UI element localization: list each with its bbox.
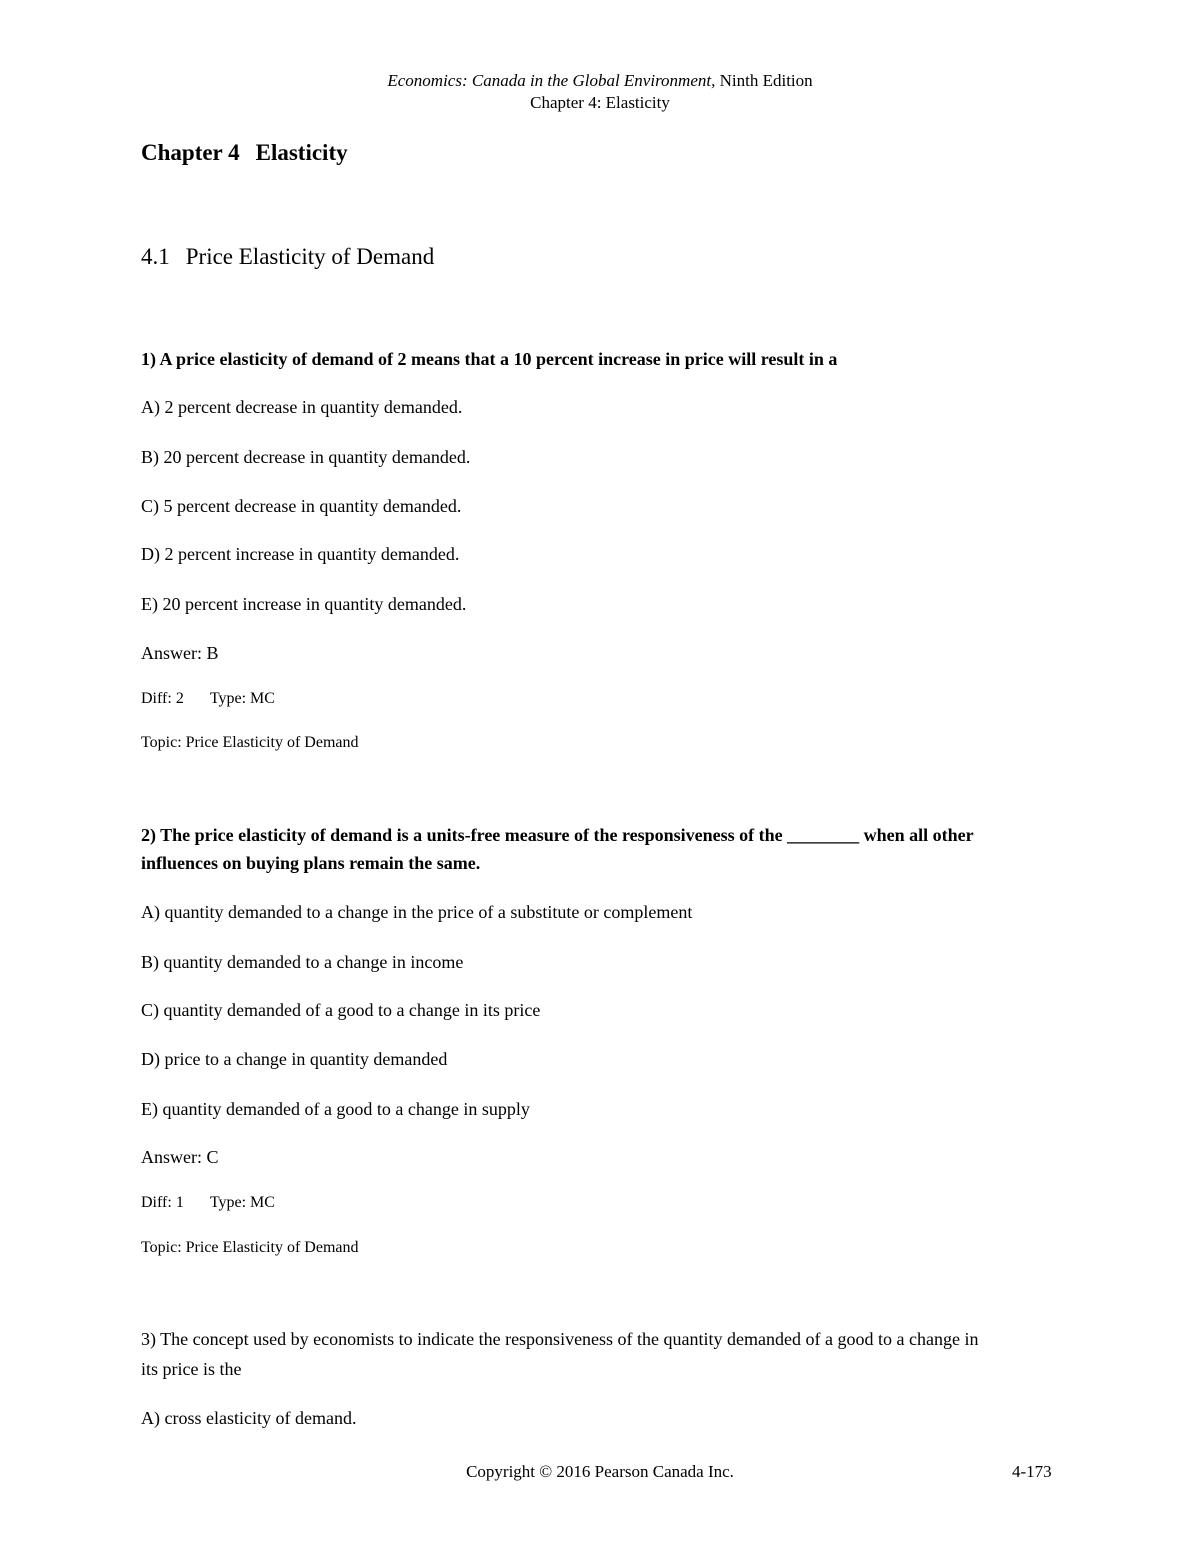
question-1-diff: Diff: 2 xyxy=(141,690,184,707)
question-1-option-a: A) 2 percent decrease in quantity demanded. xyxy=(141,397,463,417)
question-1-option-b: B) 20 percent decrease in quantity demanded. xyxy=(141,447,471,467)
question-2-option-b: B) quantity demanded to a change in income xyxy=(141,952,464,972)
chapter-number: Chapter 4 xyxy=(141,140,240,165)
footer-copyright: Copyright © 2016 Pearson Canada Inc. xyxy=(466,1462,734,1481)
question-1-topic: Topic: Price Elasticity of Demand xyxy=(141,734,359,751)
question-1-type: Type: MC xyxy=(209,690,275,707)
question-2-topic: Topic: Price Elasticity of Demand xyxy=(141,1239,359,1256)
question-1-option-e: E) 20 percent increase in quantity demanded. xyxy=(141,594,467,614)
question-1-option-c: C) 5 percent decrease in quantity demanded. xyxy=(141,496,462,516)
running-header xyxy=(0,70,1200,114)
question-1-meta xyxy=(141,690,275,708)
question-2-diff: Diff: 1 xyxy=(141,1194,184,1211)
question-1-stem: 1) A price elasticity of demand of 2 means that a 10 percent increase in price will result in a xyxy=(141,349,838,369)
chapter-title xyxy=(141,140,348,166)
question-2-stem-line1: 2) The price elasticity of demand is a units-free measure of the responsiveness of the ________ when all other xyxy=(141,825,974,845)
book-title: Economics: Canada in the Global Environment, xyxy=(387,71,716,90)
question-2-option-a: A) quantity demanded to a change in the price of a substitute or complement xyxy=(141,902,693,922)
section-number: 4.1 xyxy=(141,244,170,269)
question-2-option-c: C) quantity demanded of a good to a change in its price xyxy=(141,1000,541,1020)
footer-page-number: 4-173 xyxy=(1012,1462,1052,1481)
question-2-meta xyxy=(141,1194,275,1212)
section-title xyxy=(141,244,434,270)
question-1-option-d: D) 2 percent increase in quantity demanded. xyxy=(141,544,460,564)
question-2-type: Type: MC xyxy=(209,1194,275,1211)
header-book-line xyxy=(0,70,1200,92)
edition: Ninth Edition xyxy=(715,71,813,90)
section-name: Price Elasticity of Demand xyxy=(185,244,435,269)
question-2-option-d: D) price to a change in quantity demanded xyxy=(141,1049,448,1069)
chapter-name: Elasticity xyxy=(255,140,348,165)
question-3-stem-line2: its price is the xyxy=(141,1359,242,1379)
question-2-stem-line2: influences on buying plans remain the same. xyxy=(141,853,481,873)
question-2-answer: Answer: C xyxy=(141,1147,219,1167)
question-1-answer: Answer: B xyxy=(141,643,219,663)
question-2-option-e: E) quantity demanded of a good to a change in supply xyxy=(141,1099,530,1119)
header-chapter-line: Chapter 4: Elasticity xyxy=(530,93,670,112)
question-3-option-a: A) cross elasticity of demand. xyxy=(141,1408,357,1428)
question-3-stem-line1: 3) The concept used by economists to indicate the responsiveness of the quantity demanded of a good to a change in xyxy=(141,1329,979,1349)
